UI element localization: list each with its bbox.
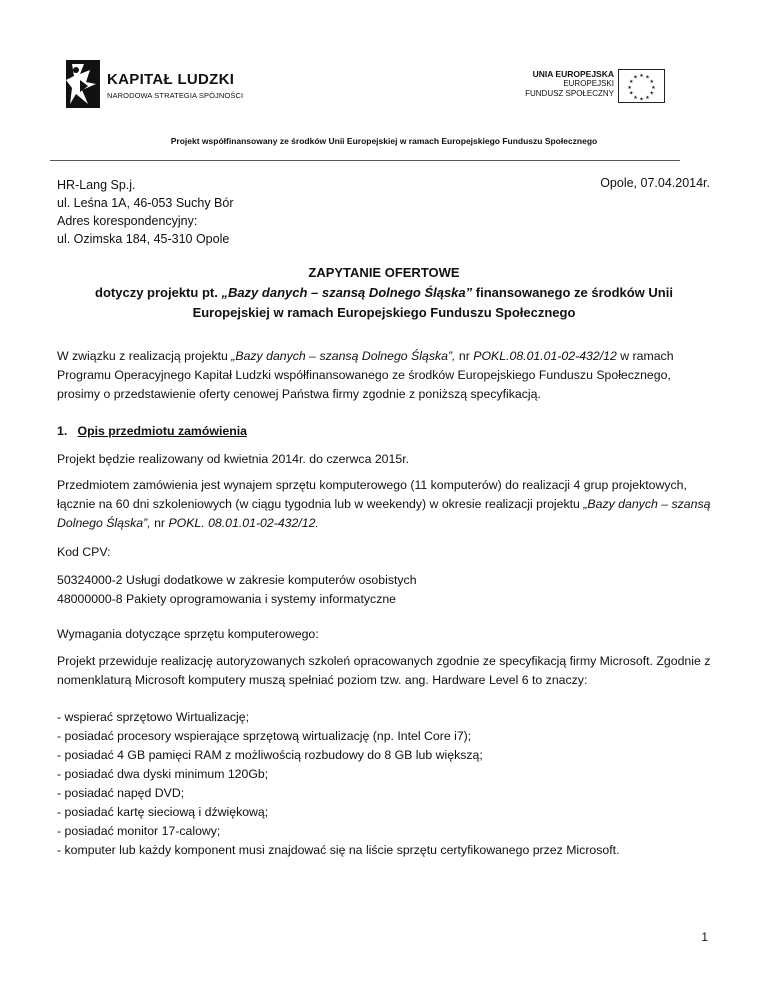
kapital-ludzki-emblem-icon	[66, 60, 100, 108]
sender-line-3: Adres korespondencyjny:	[57, 214, 198, 228]
requirement-item: - posiadać napęd DVD;	[57, 786, 185, 800]
kapital-ludzki-title: KAPITAŁ LUDZKI	[107, 71, 235, 88]
subject-part1: Przedmiotem zamówienia jest wynajem sprzętu komputerowego (11 komputerów) do realizacji 4 grup projektowych, łącznie na 60 dni szkoleniowych (w ciągu tygodnia lub w weekendy) w okresie realizacji projektu	[57, 478, 687, 511]
subject-part2: nr	[150, 516, 169, 530]
requirements-heading: Wymagania dotyczące sprzętu komputerowego:	[57, 627, 319, 641]
subject-paragraph	[57, 476, 717, 533]
svg-text:★: ★	[633, 74, 638, 81]
cpv-label: Kod CPV:	[57, 545, 111, 559]
requirement-item: - posiadać kartę sieciową i dźwiękową;	[57, 805, 269, 819]
intro-part2: nr	[455, 349, 474, 363]
cofinancing-note: Projekt współfinansowany ze środków Unii Europejskiej w ramach Europejskiego Funduszu Społecznego	[170, 136, 598, 146]
svg-text:★: ★	[639, 73, 644, 79]
kapital-ludzki-subtitle: NARODOWA STRATEGIA SPÓJNOŚCI	[107, 91, 244, 100]
intro-part1: W związku z realizacją projektu	[57, 349, 232, 363]
svg-text:★: ★	[628, 78, 634, 85]
document-title	[57, 263, 711, 323]
requirements-list	[57, 708, 717, 860]
period-paragraph: Projekt będzie realizowany od kwietnia 2014r. do czerwca 2015r.	[57, 452, 410, 466]
eu-logo-line2: EUROPEJSKI	[563, 79, 614, 88]
requirement-item: - wspierać sprzętowo Wirtualizację;	[57, 710, 250, 724]
svg-text:★: ★	[645, 74, 650, 81]
svg-text:★: ★	[645, 95, 650, 101]
requirement-item: - posiadać monitor 17-calowy;	[57, 824, 221, 838]
eu-logo-line1: UNIA EUROPEJSKA	[532, 69, 614, 79]
title-suffix: finansowanego ze środków Unii	[472, 285, 673, 300]
section-1-title: Opis przedmiotu zamówienia	[77, 424, 247, 438]
title-project-name: „Bazy danych – szansą Dolnego Śląska”	[221, 285, 473, 300]
intro-paragraph	[57, 347, 717, 404]
document-date: Opole, 07.04.2014r.	[600, 176, 710, 190]
title-line-1: ZAPYTANIE OFERTOWE	[308, 265, 460, 280]
requirement-item: - komputer lub każdy komponent musi znajdować się na liście sprzętu certyfikowanego przez Microsoft.	[57, 843, 620, 857]
header-divider	[50, 160, 680, 161]
section-1-heading	[57, 422, 717, 441]
subject-project-name: „Bazy danych – szansą Dolnego Śląska”,	[57, 497, 711, 530]
kapital-ludzki-logo	[66, 60, 246, 110]
requirement-item: - posiadać 4 GB pamięci RAM z możliwością rozbudowy do 8 GB lub większą;	[57, 748, 483, 762]
sender-address	[57, 176, 234, 248]
intro-part3: w ramach Programu Operacyjnego Kapitał Ludzki współfinansowanego ze środków Europejskiego Funduszu Społecznego, prosimy o przedstawienie oferty cenowej Państwa firmy zgodnie z poniższą specyfikacją.	[57, 349, 674, 401]
cpv-code: 48000000-8 Pakiety oprogramowania i systemy informatyczne	[57, 592, 397, 606]
requirement-item: - posiadać dwa dyski minimum 120Gb;	[57, 767, 269, 781]
svg-text:★: ★	[649, 90, 655, 97]
sender-line-1: HR-Lang Sp.j.	[57, 178, 136, 192]
page-number: 1	[701, 930, 708, 944]
svg-text:★: ★	[651, 84, 656, 91]
svg-text:★: ★	[627, 84, 632, 91]
eu-flag-icon	[618, 69, 665, 103]
title-line-2	[57, 283, 711, 303]
eu-logo-line3: FUNDUSZ SPOŁECZNY	[525, 89, 614, 98]
requirements-intro: Projekt przewiduje realizację autoryzowanych szkoleń opracowanych zgodnie ze specyfikacją firmy Microsoft. Zgodnie z nomenklaturą Microsoft komputery muszą spełniać poziom tzw. ang. Hardware Level 6 to znaczy:	[57, 654, 711, 687]
sender-line-4: ul. Ozimska 184, 45-310 Opole	[57, 232, 230, 246]
svg-text:★: ★	[628, 90, 634, 97]
intro-project-name: „Bazy danych – szansą Dolnego Śląska”,	[231, 349, 456, 363]
title-prefix: dotyczy projektu pt.	[95, 285, 222, 300]
svg-text:★: ★	[649, 78, 655, 85]
cpv-code: 50324000-2 Usługi dodatkowe w zakresie komputerów osobistych	[57, 573, 417, 587]
eu-logo-text	[525, 69, 614, 99]
sender-line-2: ul. Leśna 1A, 46-053 Suchy Bór	[57, 196, 234, 210]
svg-text:★: ★	[633, 95, 638, 101]
subject-project-no: POKL. 08.01.01-02-432/12.	[168, 516, 319, 530]
requirement-item: - posiadać procesory wspierające sprzętową wirtualizację (np. Intel Core i7);	[57, 729, 472, 743]
cpv-codes	[57, 571, 717, 609]
intro-project-no: POKL.08.01.01-02-432/12	[473, 349, 617, 363]
svg-text:★: ★	[639, 96, 644, 103]
eu-logo	[510, 69, 670, 109]
title-line-3: Europejskiej w ramach Europejskiego Funduszu Społecznego	[192, 305, 576, 320]
section-1-number: 1.	[57, 424, 68, 438]
